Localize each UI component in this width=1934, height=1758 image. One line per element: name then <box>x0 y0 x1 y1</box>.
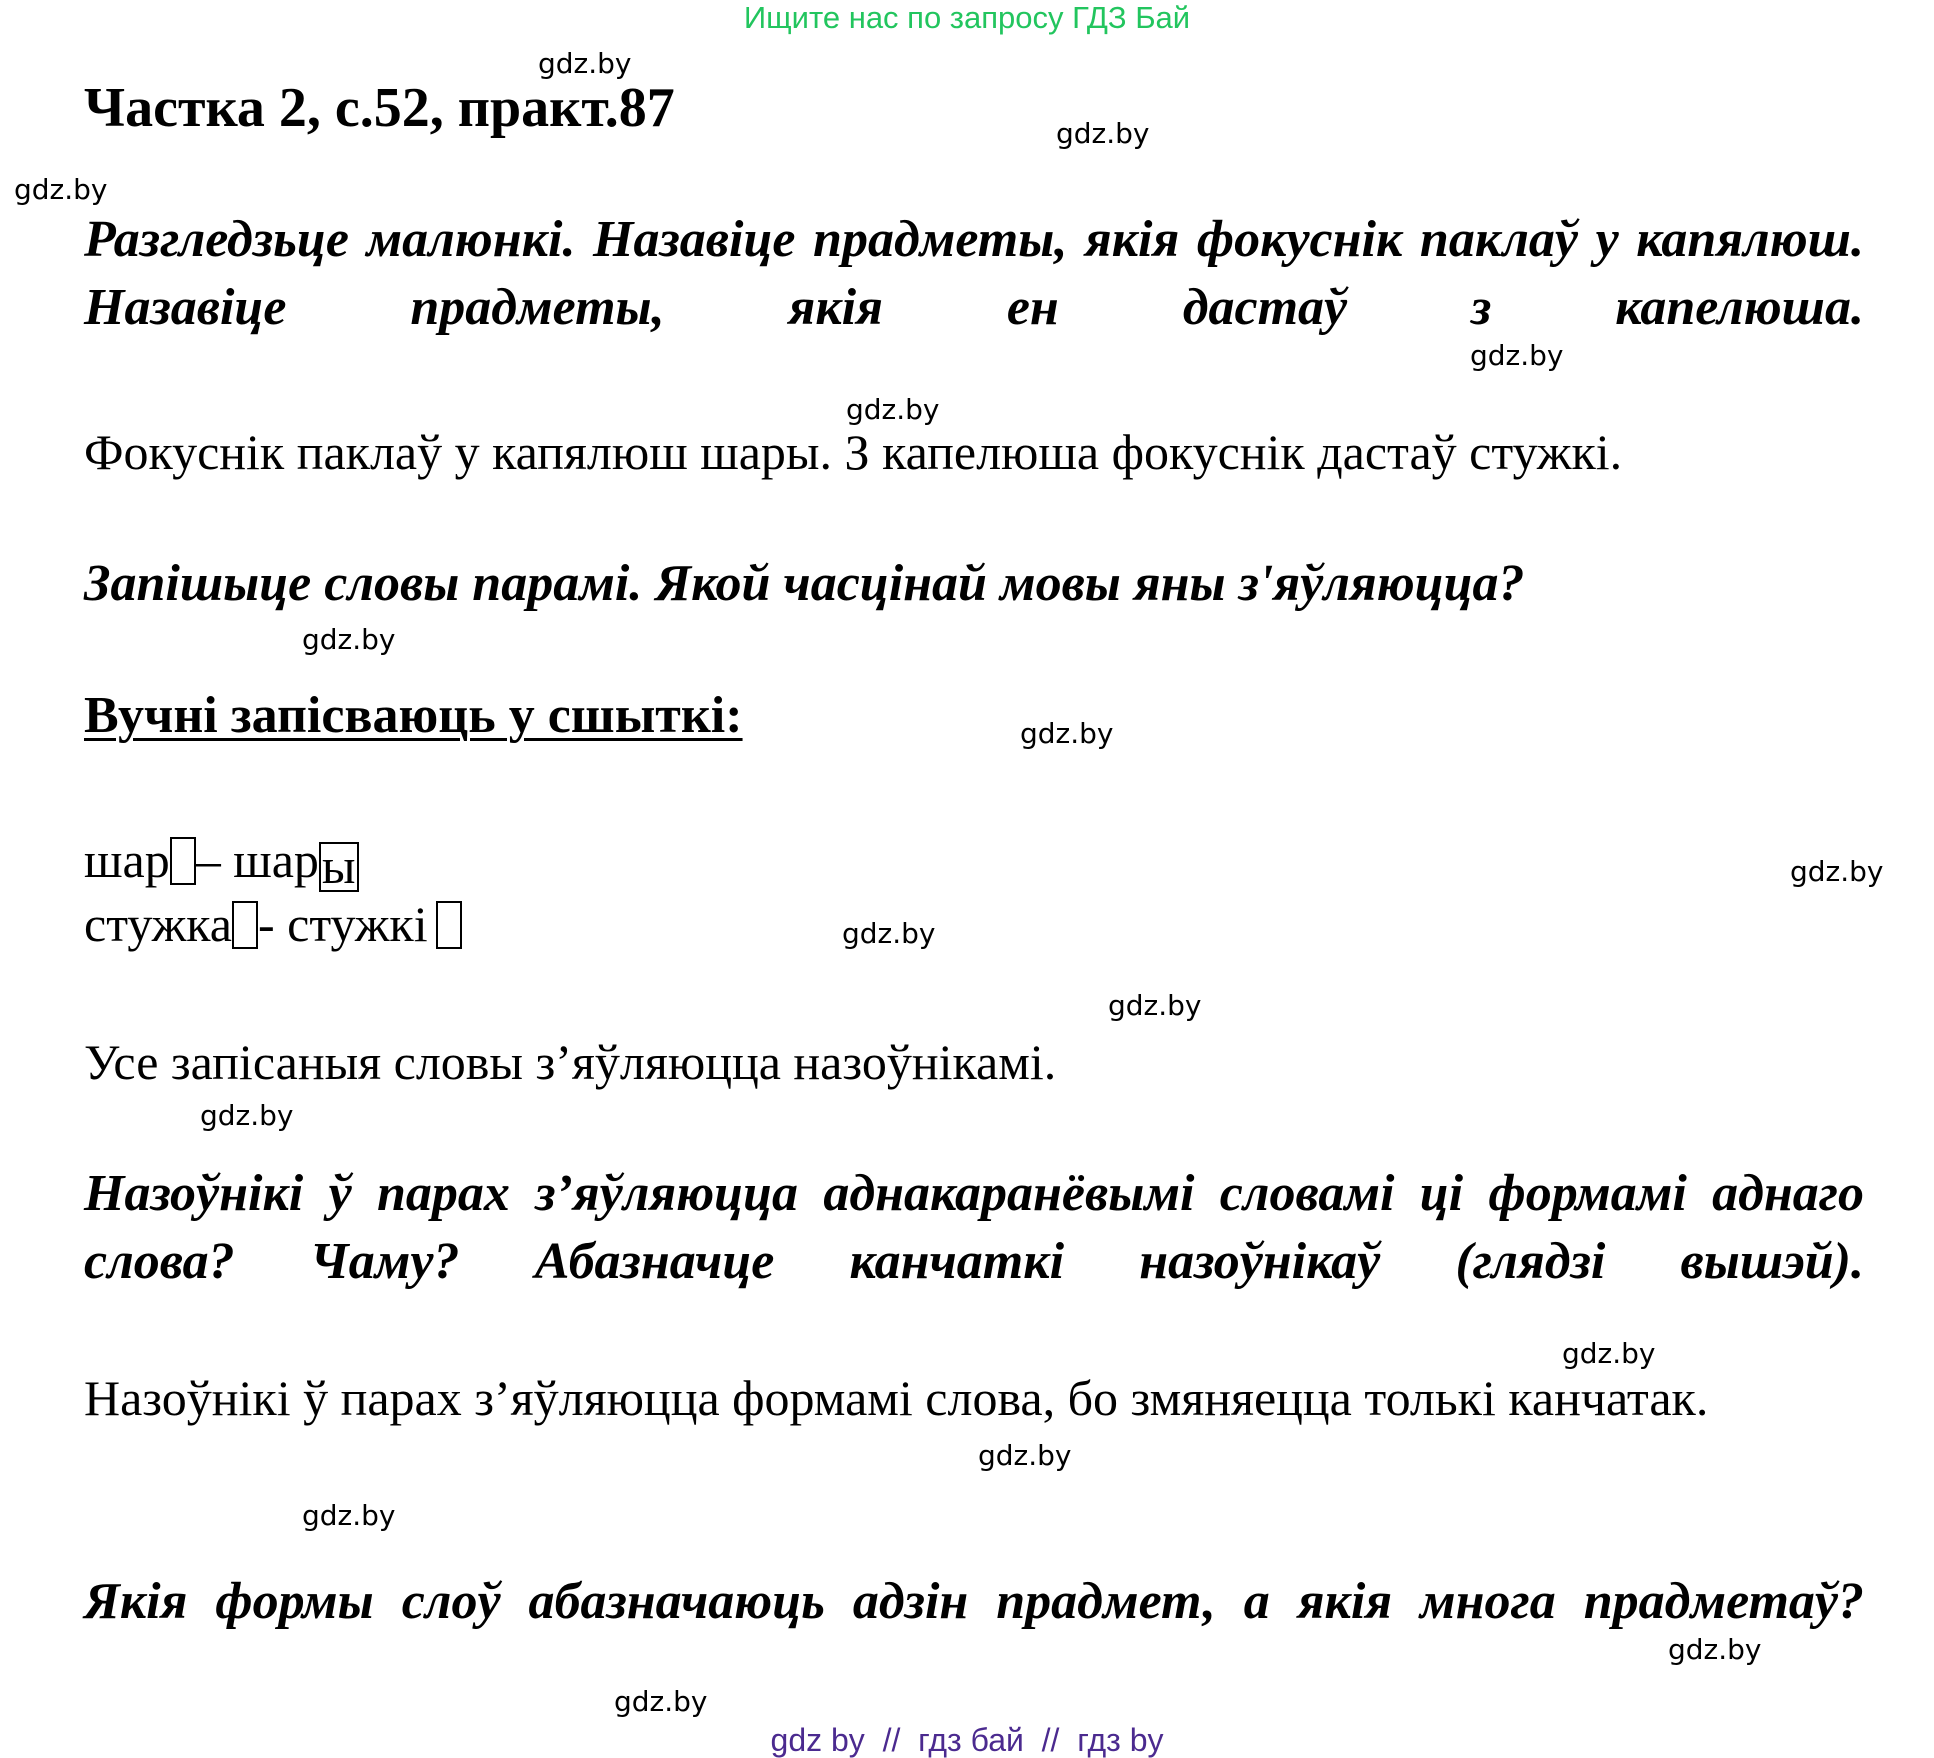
watermark: gdz.by <box>1668 1633 1762 1666</box>
answer-2: Усе запісаныя словы з’яўляюцца назоўнікамі. <box>84 1034 1057 1090</box>
watermark: gdz.by <box>1020 717 1114 750</box>
ending-box: ы <box>319 842 359 892</box>
empty-ending-box <box>232 901 258 949</box>
answer-3: Назоўнікі ў парах з’яўляюцца формамі слова, бо змяняецца толькі канчатак. <box>84 1370 1709 1426</box>
watermark: gdz.by <box>978 1439 1072 1472</box>
watermark: gdz.by <box>614 1685 708 1718</box>
watermark: gdz.by <box>302 1499 396 1532</box>
word-pair-2 <box>84 892 462 956</box>
page-title: Частка 2, с.52, практ.87 <box>84 77 675 139</box>
watermark: gdz.by <box>538 47 632 80</box>
footer-links: gdz by // гдз бай // гдз by <box>770 1722 1164 1758</box>
watermark: gdz.by <box>846 393 940 426</box>
pair-separator: – <box>195 832 234 888</box>
task-4: Якія формы слоў абазначаюць адзін прадмет, а якія многа прадметаў? <box>84 1573 1864 1630</box>
word-plural-stem: стужкі <box>287 896 428 952</box>
watermark: gdz.by <box>302 623 396 656</box>
watermark: gdz.by <box>1790 855 1884 888</box>
watermark: gdz.by <box>1056 117 1150 150</box>
pair-separator: - <box>258 896 288 952</box>
answer-1: Фокуснік паклаў у капялюш шары. З капелюша фокуснік дастаў стужкі. <box>84 424 1623 480</box>
task-2: Запішыце словы парамі. Якой часцінай мовы яны з'яўляюцца? <box>84 555 1525 612</box>
watermark: gdz.by <box>1562 1337 1656 1370</box>
notebook-subheading: Вучні запісваюць у сшыткі: <box>84 687 743 744</box>
search-promo-banner: Ищите нас по запросу ГДЗ Бай <box>743 0 1191 35</box>
word-singular: стужка <box>84 896 232 952</box>
watermark: gdz.by <box>200 1099 294 1132</box>
word-pair-1 <box>84 828 359 892</box>
watermark: gdz.by <box>1108 989 1202 1022</box>
task-1: Разгледзьце малюнкі. Назавіце прадметы, якія фокуснік паклаў у капялюш. Назавіце прадметы, якія ен дастаў з капелюша. <box>84 211 1864 336</box>
word-plural-stem: шар <box>233 832 319 888</box>
task-3: Назоўнікі ў парах з’яўляюцца аднакаранёвымі словамі ці формамі аднаго слова? Чаму? Абазначце канчаткі назоўнікаў (глядзі вышэй). <box>84 1165 1864 1290</box>
watermark: gdz.by <box>1470 339 1564 372</box>
empty-ending-box <box>170 837 196 885</box>
watermark: gdz.by <box>14 173 108 206</box>
word-singular: шар <box>84 832 170 888</box>
watermark: gdz.by <box>842 917 936 950</box>
empty-ending-box <box>436 901 462 949</box>
